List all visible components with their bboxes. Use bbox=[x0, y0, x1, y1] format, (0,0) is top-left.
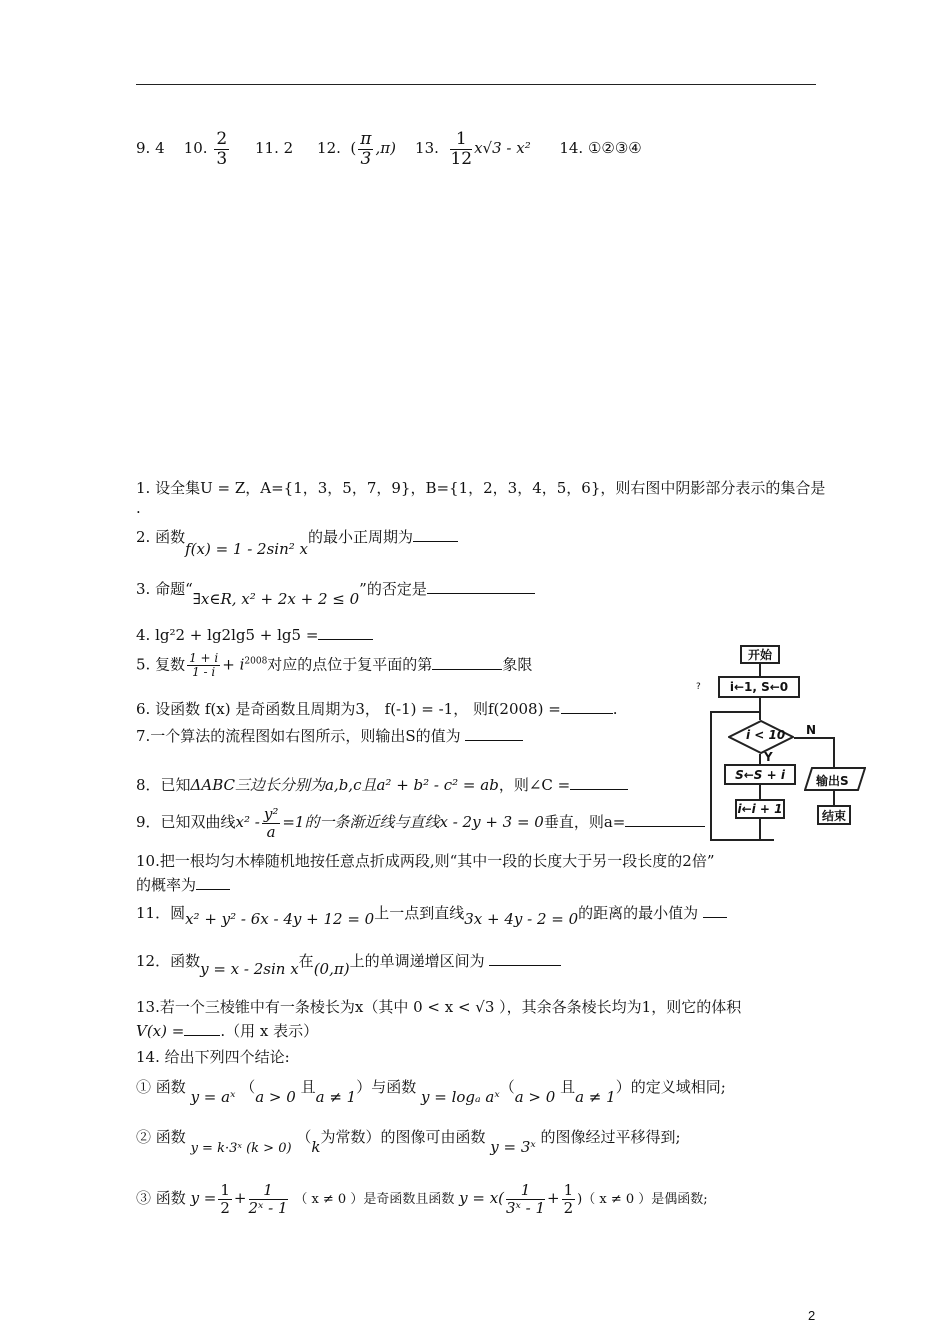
flow-arrow bbox=[759, 664, 761, 676]
question-5: 5. 复数 $\frac{1 + i}{1 - i}$ + $i^{2008}$对应的点位于复平面的第 象限 bbox=[136, 651, 533, 680]
statement-2: ② 函数 y = k·3ˣ (k > 0) （k为常数）的图像可由函数 y = 3ˣ 的图像经过平移得到; bbox=[136, 1128, 681, 1156]
answer-blank[interactable] bbox=[465, 726, 523, 741]
flow-start: 开始 bbox=[740, 645, 780, 664]
answer-blank[interactable] bbox=[427, 579, 535, 594]
flow-update-i: i←i + 1 bbox=[735, 799, 785, 819]
flow-arrow bbox=[794, 737, 834, 739]
answer-blank[interactable] bbox=[703, 903, 727, 918]
answers-line: 9. 4 10. $\frac{2}{3}$ 11. 2 12. ( $\frac{\pi}{3}$ ,π) 13. $\frac{1}{12}$ x√3 - x² 14. ①②③④ bbox=[136, 129, 642, 169]
answer-blank[interactable] bbox=[318, 625, 373, 640]
question-8: 8．已知ΔABC三边长分别为a,b,c且a² + b² - c² = ab，则∠C = bbox=[136, 774, 628, 795]
flow-arrow bbox=[759, 785, 761, 799]
answer-blank[interactable] bbox=[570, 775, 628, 790]
question-13-cont: V(x) = .（用 x 表示） bbox=[136, 1022, 319, 1040]
answer-9: 9. 4 bbox=[136, 139, 165, 158]
flow-output: 输出S bbox=[816, 774, 849, 788]
statement-3: ③ 函数 y = $\frac{1}{2}$ + $\frac{1}{\text{2ˣ - 1}}$ （ x ≠ 0 ）是奇函数且函数 y = x( $\frac{1}{\text{3ˣ - 1}}$ + $\frac{1}{2}$ )（ x ≠ 0 ）是偶函数; bbox=[136, 1181, 708, 1217]
flow-loop-line bbox=[710, 711, 712, 841]
answer-10-fraction: $\frac{2}{3}$ bbox=[216, 129, 228, 169]
flow-init: i←1, S←0 bbox=[718, 676, 800, 698]
answer-11: 11. 2 bbox=[255, 139, 294, 158]
flow-arrow bbox=[759, 819, 761, 841]
answer-12-fraction: $\frac{\pi}{3}$ bbox=[360, 129, 372, 169]
header-rule bbox=[136, 84, 816, 85]
answer-12-label: 12. bbox=[317, 139, 341, 158]
answer-blank[interactable] bbox=[184, 1021, 220, 1036]
question-12: 12．函数y = x - 2sin x在(0,π)上的单调递增区间为 bbox=[136, 950, 561, 971]
answer-blank[interactable] bbox=[196, 875, 230, 890]
question-13: 13.若一个三棱锥中有一条棱长为x（其中 0 < x < √3 ），其余各条棱长均为1，则它的体积 bbox=[136, 998, 742, 1016]
flow-arrow bbox=[759, 698, 761, 720]
answer-blank[interactable] bbox=[561, 699, 613, 714]
question-3: 3. 命题“∃x∈R, x² + 2x + 2 ≤ 0”的否定是 bbox=[136, 578, 535, 599]
question-2: 2. 函数f(x) = 1 - 2sin² x的最小正周期为 bbox=[136, 526, 458, 547]
flow-condition: i < 10 bbox=[746, 728, 786, 742]
page-number: 2 bbox=[808, 1308, 816, 1323]
question-11: 11．圆x² + y² - 6x - 4y + 12 = 0上一点到直线3x + 4y - 2 = 0的距离的最小值为 bbox=[136, 902, 727, 923]
question-1-cont: . bbox=[136, 499, 141, 517]
answer-blank[interactable] bbox=[625, 812, 705, 827]
stray-mark: ? bbox=[696, 682, 701, 692]
answer-13-label: 13. bbox=[415, 139, 439, 158]
flow-no-label: N bbox=[806, 723, 817, 737]
flow-arrow bbox=[759, 754, 761, 764]
flow-end: 结束 bbox=[817, 805, 851, 825]
question-10-cont: 的概率为 bbox=[136, 874, 230, 895]
question-14: 14. 给出下列四个结论: bbox=[136, 1048, 290, 1066]
question-4: 4. lg²2 + lg2lg5 + lg5 = bbox=[136, 625, 373, 644]
flow-loop-line bbox=[710, 711, 760, 713]
statement-1: ① 函数 y = aˣ （a > 0 且a ≠ 1）与函数 y = logₐ aˣ（a > 0 且a ≠ 1）的定义域相同; bbox=[136, 1078, 726, 1106]
question-6: 6. 设函数 f(x) 是奇函数且周期为3， f(-1) = -1， 则f(2008) = . bbox=[136, 700, 618, 718]
flow-yes-label: Y bbox=[764, 750, 773, 764]
answer-blank[interactable] bbox=[413, 527, 458, 542]
answer-10-label: 10. bbox=[183, 139, 208, 158]
answer-14: 14. ①②③④ bbox=[559, 139, 642, 158]
question-7: 7.一个算法的流程图如右图所示，则输出S的值为 bbox=[136, 725, 523, 746]
flow-arrow bbox=[833, 791, 835, 805]
question-10: 10.把一根均匀木棒随机地按任意点折成两段,则“其中一段的长度大于另一段长度的2倍” bbox=[136, 852, 715, 870]
question-1: 1. 设全集U = Z，A={1，3，5，7，9}，B={1，2，3，4，5，6}，则右图中阴影部分表示的集合是 bbox=[136, 479, 826, 497]
question-9: 9．已知双曲线x² - $\frac{\text{y²}}{a}$ =1的一条渐近线与直线x - 2y + 3 = 0垂直，则a= bbox=[136, 806, 705, 840]
answer-blank[interactable] bbox=[489, 951, 561, 966]
flow-arrow bbox=[833, 737, 835, 767]
answer-13-fraction: $\frac{1}{12}$ bbox=[450, 129, 473, 169]
flow-loop-line bbox=[710, 839, 774, 841]
answer-12-rest: ,π) bbox=[375, 139, 396, 158]
answer-blank[interactable] bbox=[432, 655, 502, 670]
answer-13-rest: x√3 - x² bbox=[474, 139, 531, 158]
flow-update-s: S←S + i bbox=[724, 764, 796, 785]
